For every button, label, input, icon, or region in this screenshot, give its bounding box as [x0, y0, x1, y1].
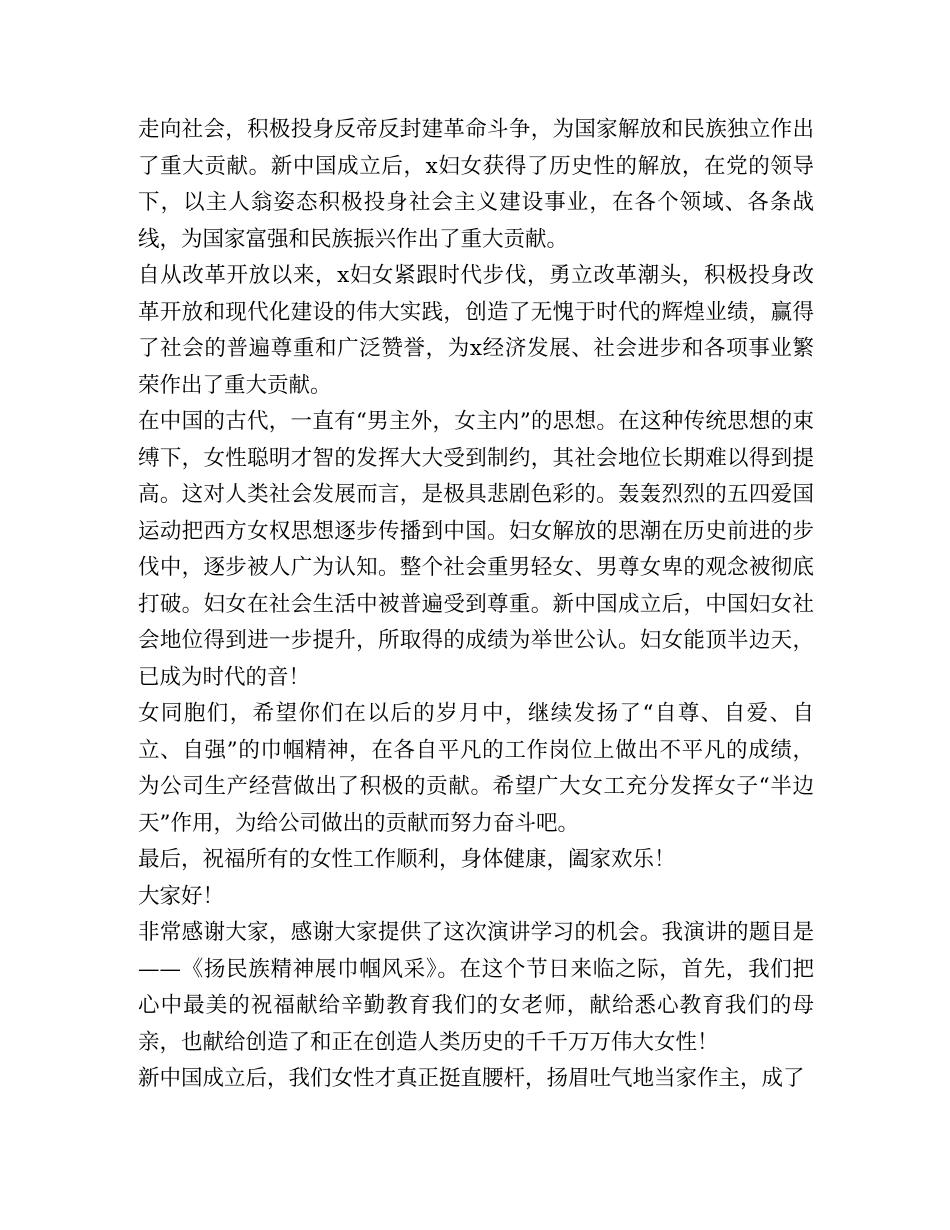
paragraph-6: 大家好！ — [138, 883, 225, 909]
paragraph-4: 女同胞们，希望你们在以后的岁月中，继续发扬了“自尊、自爱、自立、自强”的巾帼精神，在各自平凡的工作岗位上做出不平凡的成绩，为公司生产经营做出了积极的贡献。希望广大女工充分发挥女子“半边天”作用，为给公司做出的贡献而努力奋斗吧。 — [138, 701, 814, 836]
paragraph-1: 走向社会，积极投身反帝反封建革命斗争，为国家解放和民族独立作出了重大贡献。新中国成立后，x妇女获得了历史性的解放，在党的领导下，以主人翁姿态积极投身社会主义建设事业，在各个领域、各条战线，为国家富强和民族振兴作出了重大贡献。 — [138, 117, 814, 252]
paragraph-3: 在中国的古代，一直有“男主外，女主内”的思想。在这种传统思想的束缚下，女性聪明才智的发挥大大受到制约，其社会地位长期难以得到提高。这对人类社会发展而言，是极具悲剧色彩的。轰轰烈烈的五四爱国运动把西方女权思想逐步传播到中国。妇女解放的思潮在历史前进的步伐中，逐步被人广为认知。整个社会重男轻女、男尊女卑的观念被彻底打破。妇女在社会生活中被普遍受到尊重。新中国成立后，中国妇女社会地位得到进一步提升，所取得的成绩为举世公认。妇女能顶半边天，已成为时代的音！ — [138, 409, 814, 690]
paragraph-7: 非常感谢大家，感谢大家提供了这次演讲学习的机会。我演讲的题目是——《扬民族精神展巾帼风采》。在这个节日来临之际，首先，我们把心中最美的祝福献给辛勤教育我们的女老师，献给悉心教育我们的母亲，也献给创造了和正在创造人类历史的千千万万伟大女性！ — [138, 920, 814, 1055]
paragraph-2: 自从改革开放以来，x妇女紧跟时代步伐，勇立改革潮头，积极投身改革开放和现代化建设的伟大实践，创造了无愧于时代的辉煌业绩，赢得了社会的普遍尊重和广泛赞誉，为x经济发展、社会进步和各项事业繁荣作出了重大贡献。 — [138, 263, 814, 398]
paragraph-8: 新中国成立后，我们女性才真正挺直腰杆，扬眉吐气地当家作主，成了 — [138, 1066, 805, 1091]
document-body — [138, 112, 814, 1098]
paragraph-5: 最后，祝福所有的女性工作顺利，身体健康，阖家欢乐！ — [138, 847, 676, 872]
